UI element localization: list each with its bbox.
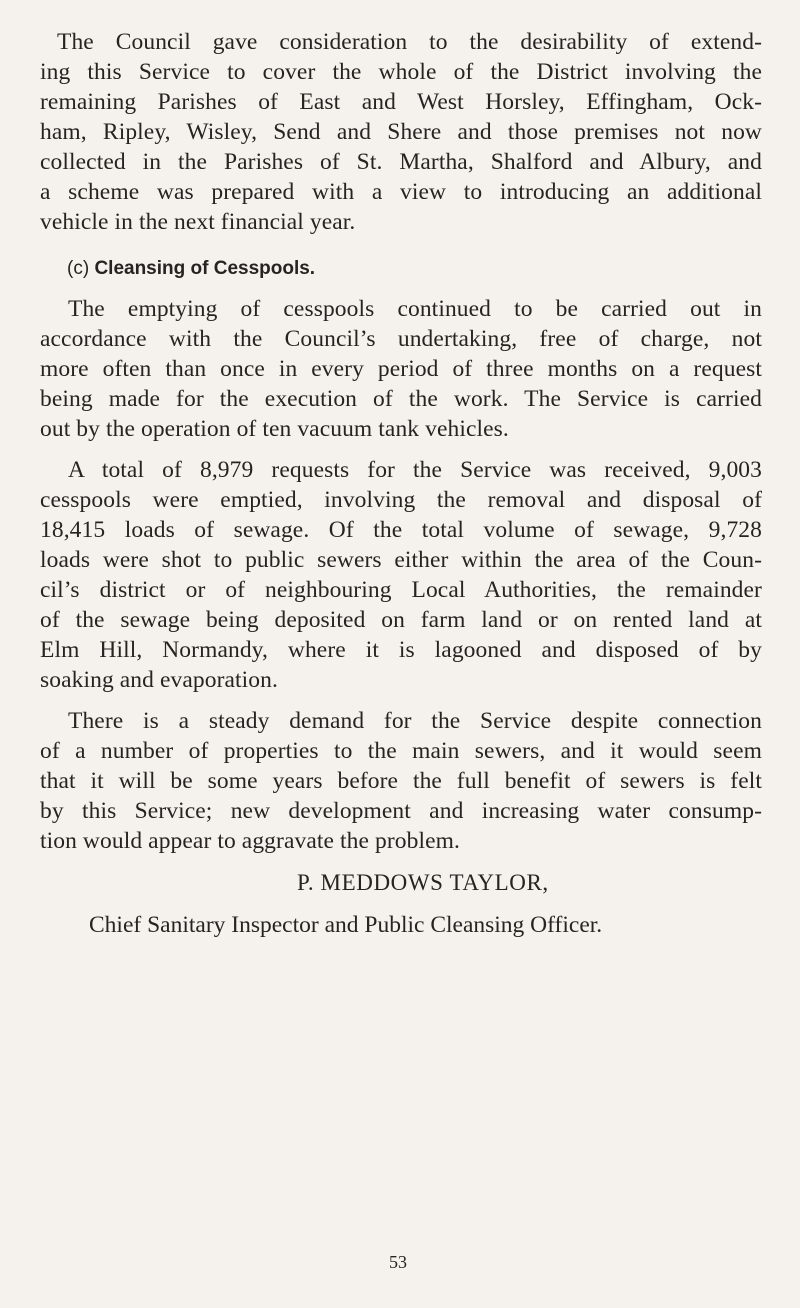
paragraph-line: cil’s district or of neighbouring Local Authorities, the remainder [40,577,762,603]
paragraph-line: ham, Ripley, Wisley, Send and Shere and those premises not now [40,119,762,145]
section-title: Cleansing of Cesspools. [94,258,316,279]
paragraph-line: Elm Hill, Normandy, where it is lagooned and disposed of by [40,637,762,663]
paragraph-line: accordance with the Council’s undertaking, free of charge, not [40,326,762,352]
paragraph-line: ing this Service to cover the whole of the District involving the [40,59,762,85]
paragraph-line: collected in the Parishes of St. Martha, Shalford and Albury, and [40,149,762,175]
signature-name: P. MEDDOWS TAYLOR, [297,870,549,895]
paragraph-line: of a number of properties to the main sewers, and it would seem [40,738,762,764]
paragraph-line: loads were shot to public sewers either within the area of the Coun- [40,547,762,573]
paragraph-line: being made for the execution of the work. The Service is carried [40,386,762,412]
paragraph-line: more often than once in every period of three months on a request [40,356,762,382]
paragraph-line: soaking and evaporation. [40,667,278,693]
page-number: 53 [389,1252,407,1272]
paragraph-line: a scheme was prepared with a view to introducing an additional [40,179,762,205]
paragraph-line: cesspools were emptied, involving the removal and disposal of [40,487,762,513]
paragraph-line: by this Service; new development and increasing water consump- [40,798,762,824]
paragraph-line: tion would appear to aggravate the problem. [40,828,460,854]
paragraph-line: out by the operation of ten vacuum tank vehicles. [40,416,509,442]
signature-title: Chief Sanitary Inspector and Public Cleansing Officer. [89,912,603,938]
paragraph-line: of the sewage being deposited on farm land or on rented land at [40,607,762,633]
section-marker: (c) [67,258,90,279]
paragraph-line: The emptying of cesspools continued to be carried out in [68,296,762,322]
paragraph-line: The Council gave consideration to the desirability of extend- [57,29,762,55]
paragraph-line: 18,415 loads of sewage. Of the total volume of sewage, 9,728 [40,517,762,543]
paragraph-line: that it will be some years before the full benefit of sewers is felt [40,768,762,794]
paragraph-line: A total of 8,979 requests for the Service was received, 9,003 [68,457,762,483]
paragraph-line: remaining Parishes of East and West Horsley, Effingham, Ock- [40,89,762,115]
paragraph-line: There is a steady demand for the Service despite connection [68,708,762,734]
paragraph-line: vehicle in the next financial year. [40,209,356,235]
section-heading [67,254,315,284]
